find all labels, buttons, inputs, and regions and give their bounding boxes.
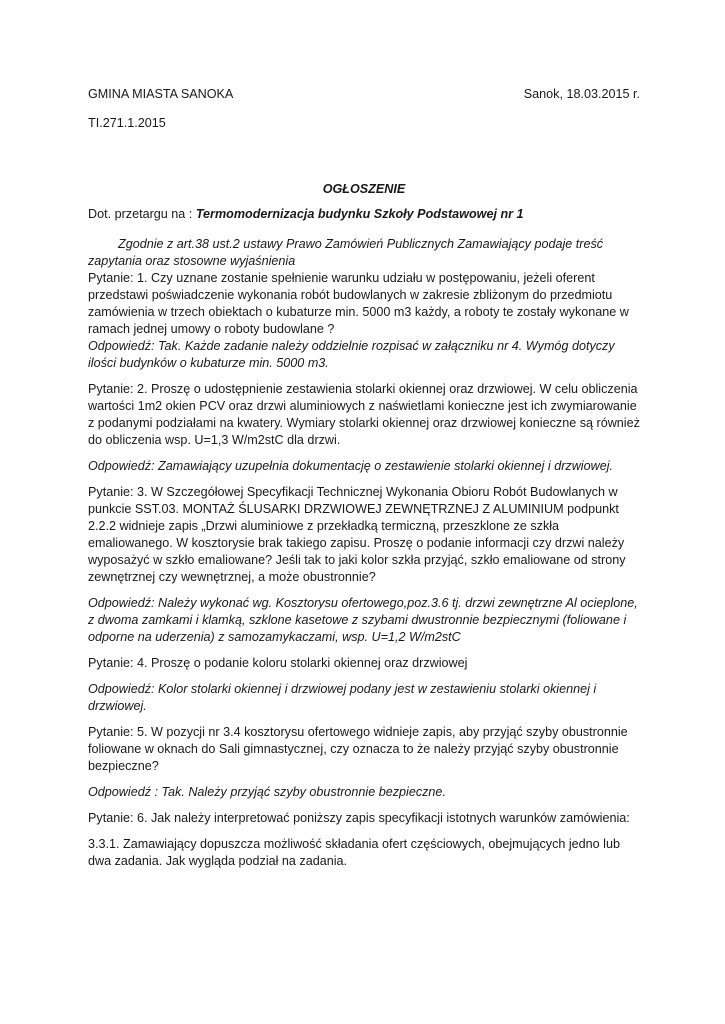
- subject-prefix: Dot. przetargu na :: [88, 207, 196, 221]
- question-6: Pytanie: 6. Jak należy interpretować poniższy zapis specyfikacji istotnych warunków zamówienia:: [88, 811, 630, 825]
- subject-topic: Termomodernizacja budynku Szkoły Podstawowej nr 1: [195, 207, 524, 221]
- page-title: OGŁOSZENIE: [322, 182, 406, 196]
- reference-number: TI.271.1.2015: [88, 116, 166, 130]
- answer-3: Odpowiedź: Należy wykonać wg. Kosztorysu ofertowego,poz.3.6 tj. drzwi zewnętrzne Al ocieplone, z dwoma zamkami i klamką, szklone kasetowe z szybami dwustronnie bezpiecznymi (foliowane i odporne na uderzenia) z samozamykaczami, wsp. U=1,2 W/m2stC: [88, 596, 638, 644]
- document-page: [88, 86, 640, 870]
- issuer: GMINA MIASTA SANOKA: [88, 87, 234, 101]
- answer-4: Odpowiedź: Kolor stolarki okiennej i drzwiowej podany jest w zestawieniu stolarki okiennej i drzwiowej.: [88, 682, 597, 713]
- answer-2: Odpowiedź: Zamawiający uzupełnia dokumentację o zestawienie stolarki okiennej i drzwiowej.: [88, 459, 614, 473]
- place-date: Sanok, 18.03.2015 r.: [523, 87, 640, 101]
- subject-line: [88, 206, 640, 223]
- question-4: Pytanie: 4. Proszę o podanie koloru stolarki okiennej oraz drzwiowej: [88, 656, 468, 670]
- question-1: Pytanie: 1. Czy uznane zostanie spełnienie warunku udziału w postępowaniu, jeżeli oferent przedstawi poświadczenie wykonania robót budowlanych w zakresie zbliżonym do przedmiotu zamówienia w trzech obiektach o kubaturze min. 5000 m3 każdy, a roboty te zostały wykonane w ramach jednej umowy o roboty budowlane ?: [88, 271, 629, 336]
- letter-header: [88, 86, 640, 103]
- clause-3-3-1: 3.3.1. Zamawiający dopuszcza możliwość składania ofert częściowych, obejmujących jedno lub dwa zadania. Jak wygląda podział na zadania.: [88, 837, 620, 868]
- question-2: Pytanie: 2. Proszę o udostępnienie zestawienia stolarki okiennej oraz drzwiowej. W celu obliczenia wartości 1m2 okien PCV oraz drzwi aluminiowych z naświetlami konieczne jest ich zwymiarowanie z podanymi podziałami na kwatery. Wymiary stolarki okiennej oraz drzwiowej konieczne są również do obliczenia wsp. U=1,3 W/m2stC dla drzwi.: [88, 382, 640, 447]
- question-5: Pytanie: 5. W pozycji nr 3.4 kosztorysu ofertowego widnieje zapis, aby przyjąć szyby obustronnie foliowane w oknach do Sali gimnastycznej, czy oznacza to że należy przyjąć szyby obustronnie bezpieczne?: [88, 725, 628, 773]
- answer-5: Odpowiedź : Tak. Należy przyjąć szyby obustronnie bezpieczne.: [88, 785, 446, 799]
- intro-paragraph: Zgodnie z art.38 ust.2 ustawy Prawo Zamówień Publicznych Zamawiający podaje treść zapytania oraz stosowne wyjaśnienia: [88, 237, 604, 268]
- question-3: Pytanie: 3. W Szczegółowej Specyfikacji Technicznej Wykonania Obioru Robót Budowlanych w punkcie SST.03. MONTAŻ ŚLUSARKI DRZWIOWEJ ZEWNĘTRZNEJ Z ALUMINIUM podpunkt 2.2.2 widnieje zapis „Drzwi aluminiowe z przekładką termiczną, przeszklone ze szkła emaliowanego. W kosztorysie brak takiego zapisu. Proszę o podanie informacji czy drzwi należy wyposażyć w szkło emaliowane? Jeśli tak to jaki kolor szkła przyjąć, szkło emaliowane od strony zewnętrznej czy wewnętrznej, a może obustronnie?: [88, 485, 626, 584]
- answer-1: Odpowiedź: Tak. Każde zadanie należy oddzielnie rozpisać w załączniku nr 4. Wymóg dotyczy ilości budynków o kubaturze min. 5000 m3.: [88, 339, 615, 370]
